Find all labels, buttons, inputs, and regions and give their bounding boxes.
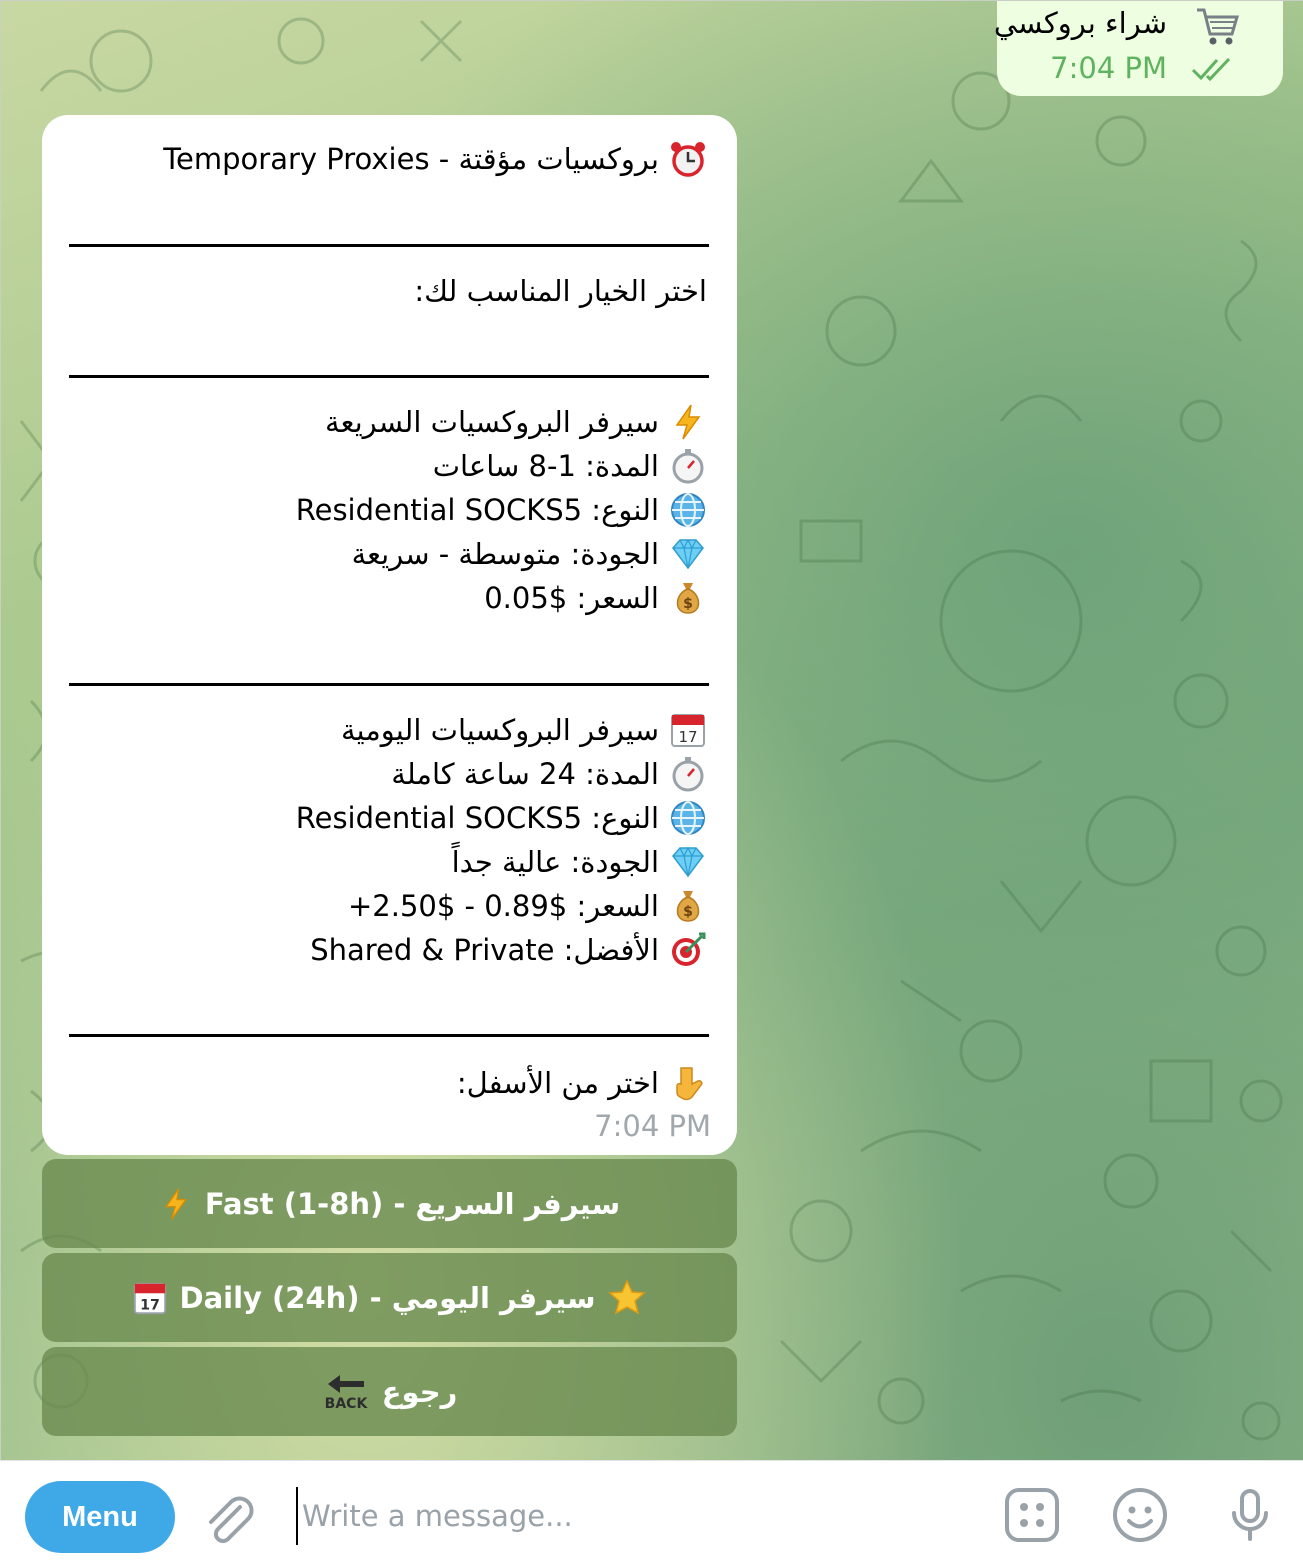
svg-text:$: $ — [683, 596, 693, 612]
stopwatch-icon — [669, 755, 707, 793]
daily-server-best-row — [310, 930, 707, 970]
fast-server-price: السعر: $0.05 — [484, 581, 659, 615]
back-arrow-icon — [322, 1372, 370, 1412]
daily-server-quality-row — [452, 842, 707, 882]
alarm-clock-icon — [669, 140, 707, 178]
incoming-message-bubble[interactable] — [42, 115, 737, 1155]
lightning-icon — [669, 403, 707, 441]
daily-server-duration: المدة: 24 ساعة كاملة — [391, 757, 659, 791]
globe-icon — [669, 799, 707, 837]
fast-server-price-row — [484, 578, 707, 618]
message-input-bar — [0, 1460, 1303, 1568]
diamond-icon — [669, 843, 707, 881]
diamond-icon — [669, 535, 707, 573]
svg-text:17: 17 — [678, 728, 698, 746]
money-bag-icon — [669, 579, 707, 617]
fast-server-name-row — [325, 402, 707, 442]
daily-server-name: سيرفر البروكسيات اليومية — [340, 713, 659, 747]
outgoing-message-text: شراء بروكسي — [993, 6, 1167, 40]
bot-menu-button[interactable]: Menu — [25, 1481, 175, 1553]
footer-row — [457, 1063, 707, 1103]
daily-server-quality: الجودة: عالية جداً — [451, 845, 659, 879]
calendar-icon — [669, 711, 707, 749]
fast-server-duration: المدة: 1-8 ساعات — [432, 449, 659, 483]
message-title: بروكسيات مؤقتة - Temporary Proxies — [163, 142, 659, 176]
message-title-row — [163, 139, 707, 179]
prompt-row — [414, 271, 707, 311]
svg-text:$: $ — [683, 904, 693, 920]
stopwatch-icon — [669, 447, 707, 485]
back-button[interactable] — [42, 1347, 737, 1436]
back-button-label: رجوع — [381, 1374, 458, 1409]
footer-text: اختر من الأسفل: — [456, 1066, 659, 1100]
fast-server-duration-row — [433, 446, 707, 486]
fast-server-type-row — [296, 490, 707, 530]
separator-line — [69, 244, 709, 247]
fast-server-quality-row — [352, 534, 707, 574]
separator-line — [69, 683, 709, 686]
lightning-icon — [159, 1187, 193, 1221]
target-dart-icon — [669, 931, 707, 969]
star-icon — [607, 1278, 647, 1318]
fast-server-quality: الجودة: متوسطة - سريعة — [351, 537, 659, 571]
paperclip-icon[interactable] — [200, 1491, 258, 1549]
incoming-message-time: 7:04 PM — [594, 1109, 711, 1143]
microphone-icon[interactable] — [1220, 1485, 1280, 1545]
double-check-icon — [1191, 56, 1235, 82]
globe-icon — [669, 491, 707, 529]
message-input[interactable] — [296, 1487, 964, 1545]
daily-server-button[interactable] — [42, 1253, 737, 1342]
daily-server-duration-row — [391, 754, 707, 794]
separator-line — [69, 375, 709, 378]
fast-server-button[interactable] — [42, 1159, 737, 1248]
daily-server-button-label: سيرفر اليومي - Daily (24h) — [179, 1280, 596, 1315]
fast-server-name: سيرفر البروكسيات السريعة — [325, 405, 659, 439]
shopping-cart-icon — [1195, 5, 1241, 47]
money-bag-icon — [669, 887, 707, 925]
prompt-text: اختر الخيار المناسب لك: — [414, 274, 707, 308]
fast-server-button-label: سيرفر السريع - Fast (1-8h) — [204, 1186, 621, 1221]
daily-server-type-row — [296, 798, 707, 838]
daily-server-type: النوع: Residential SOCKS5 — [295, 801, 659, 835]
outgoing-message-bubble[interactable] — [993, 1, 1283, 96]
bot-commands-icon[interactable] — [1002, 1485, 1062, 1545]
daily-server-name-row — [341, 710, 707, 750]
outgoing-message-time: 7:04 PM — [1050, 51, 1167, 85]
separator-line — [69, 1034, 709, 1037]
pointing-down-icon — [669, 1064, 707, 1102]
daily-server-price-row — [348, 886, 707, 926]
daily-server-best: الأفضل: Shared & Private — [310, 933, 659, 967]
calendar-icon — [132, 1280, 168, 1316]
emoji-icon[interactable] — [1110, 1485, 1170, 1545]
svg-text:BACK: BACK — [324, 1395, 368, 1412]
daily-server-price: السعر: $0.89 - $2.50+ — [347, 889, 659, 923]
fast-server-type: النوع: Residential SOCKS5 — [295, 493, 659, 527]
svg-text:17: 17 — [139, 1296, 160, 1313]
